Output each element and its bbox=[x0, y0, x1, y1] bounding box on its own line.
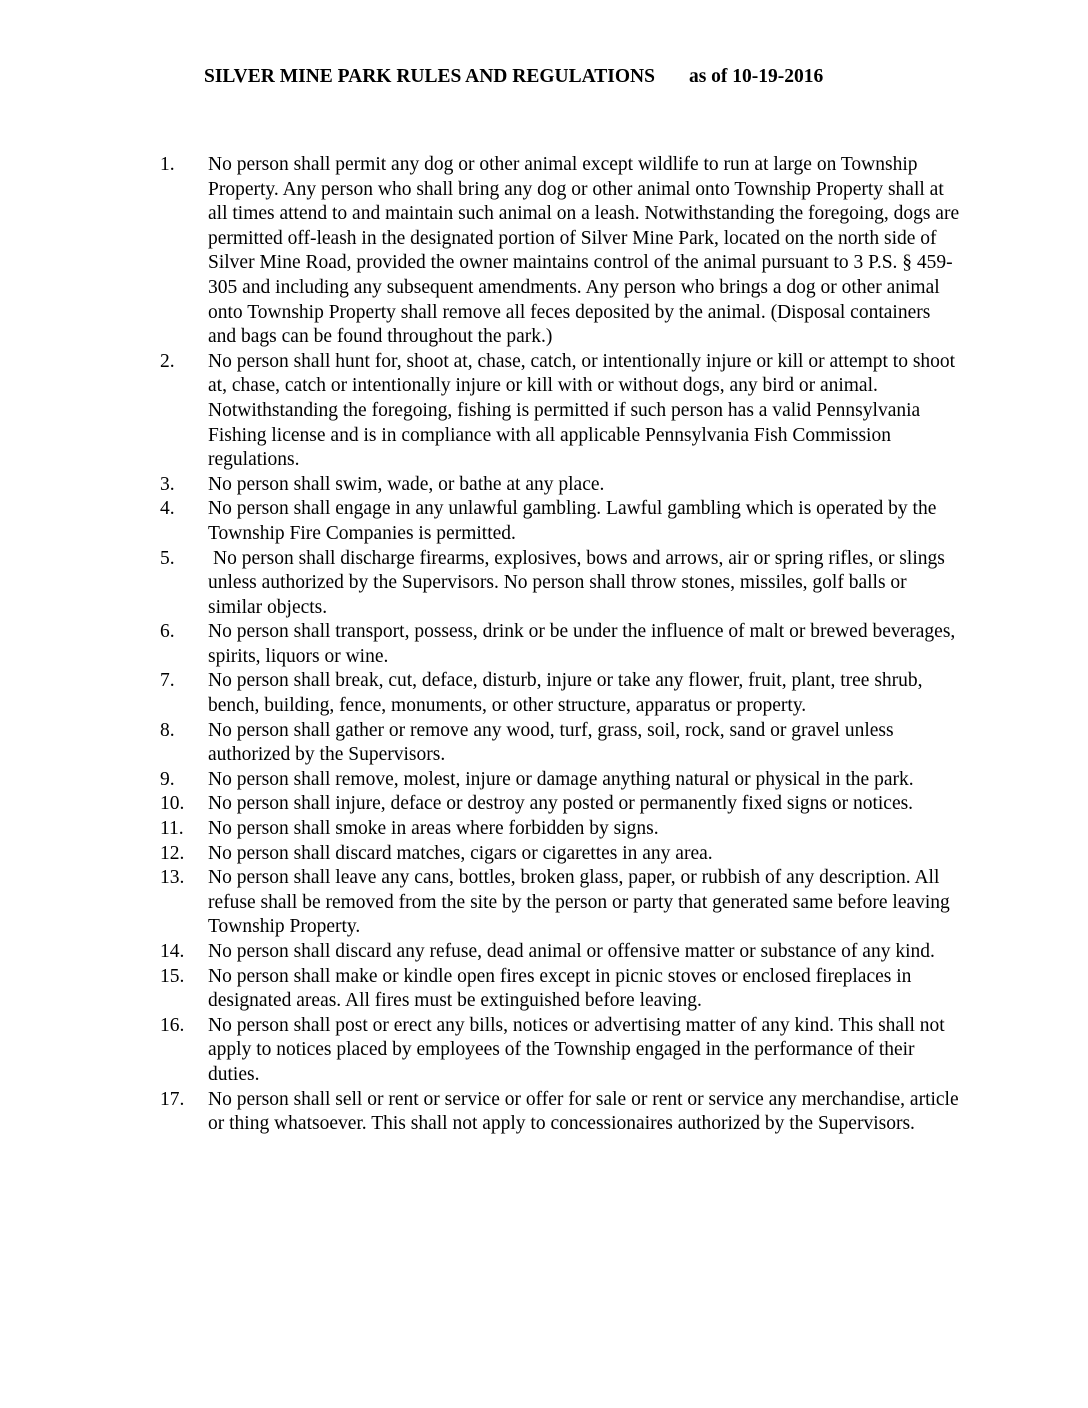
rule-number: 9. bbox=[160, 768, 175, 790]
rule-number: 11. bbox=[160, 818, 184, 840]
rule-number: 3. bbox=[160, 473, 175, 495]
rule-item bbox=[0, 768, 960, 793]
rule-item bbox=[0, 1014, 960, 1088]
rule-text: No person shall discard matches, cigars or cigarettes in any area. bbox=[208, 842, 713, 864]
rule-item bbox=[0, 497, 960, 546]
rule-item bbox=[0, 350, 960, 473]
rule-text: No person shall discard any refuse, dead animal or offensive matter or substance of any kind. bbox=[208, 941, 935, 962]
rule-item bbox=[0, 669, 960, 718]
page-title bbox=[204, 66, 924, 88]
rule-number: 15. bbox=[160, 965, 185, 987]
rule-text: No person shall permit any dog or other animal except wildlife to run at large on Township Property. Any person who shall bring any dog or other animal onto Township Property shall at all times attend to and maintain such animal on a leash. Notwithstanding the foregoing, dogs are permitted off-leash in the designated portion of Silver Mine Park, located on the north side of Silver Mine Road, provided the owner maintains control of the animal pursuant to 3 P.S. § 459-305 and including any subsequent amendments. Any person who brings a dog or other animal onto Township Property shall remove all feces deposited by the animal. (Disposal containers and bags can be found throughout the park.) bbox=[208, 154, 960, 348]
rule-item bbox=[0, 866, 960, 940]
rule-number: 2. bbox=[160, 350, 175, 372]
rule-text: No person shall transport, possess, drink or be under the influence of malt or brewed beverages, spirits, liquors or wine. bbox=[208, 621, 956, 667]
rule-item bbox=[0, 842, 960, 867]
revision-date: as of 10-19-2016 bbox=[688, 66, 824, 87]
rule-text: No person shall hunt for, shoot at, chase, catch, or intentionally injure or kill or attempt to shoot at, chase, catch or intentionally injure or kill with or without dogs, any bird or animal. Notwithstanding the foregoing, fishing is permitted if such person has a valid Pennsylvania Fishing license and is in compliance with all applicable Pennsylvania Fish Commission regulations. bbox=[208, 350, 956, 471]
rule-number: 13. bbox=[160, 867, 185, 889]
rule-text: No person shall make or kindle open fires except in picnic stoves or enclosed fireplaces in designated areas. All fires must be extinguished before leaving. bbox=[208, 965, 912, 1012]
rule-number: 12. bbox=[160, 842, 185, 864]
rule-text: No person shall smoke in areas where forbidden by signs. bbox=[208, 818, 659, 840]
rule-number: 7. bbox=[160, 670, 175, 692]
rule-text: No person shall injure, deface or destroy any posted or permanently fixed signs or notices. bbox=[208, 793, 914, 815]
rule-item bbox=[0, 473, 960, 498]
rule-text: No person shall remove, molest, injure or damage anything natural or physical in the park. bbox=[208, 768, 914, 790]
rule-item bbox=[0, 547, 960, 621]
rule-number: 17. bbox=[160, 1088, 185, 1110]
rule-item bbox=[0, 940, 960, 965]
rule-number: 8. bbox=[160, 719, 175, 741]
rule-text: No person shall discharge firearms, explosives, bows and arrows, air or spring rifles, or slings unless authorized by the Supervisors. No person shall throw stones, missiles, golf balls or similar objects. bbox=[208, 547, 945, 618]
rule-item bbox=[0, 153, 960, 350]
rule-item bbox=[0, 792, 960, 817]
rule-number: 4. bbox=[160, 498, 175, 520]
rules-list bbox=[0, 153, 1088, 1137]
rule-text: No person shall sell or rent or service or offer for sale or rent or service any merchandise, article or thing whatsoever. This shall not apply to concessionaires authorized by the Supervisors. bbox=[208, 1088, 959, 1135]
rule-number: 5. bbox=[160, 547, 175, 569]
rule-item bbox=[0, 620, 960, 669]
rule-number: 14. bbox=[160, 941, 185, 962]
rule-number: 1. bbox=[160, 154, 175, 175]
rule-number: 16. bbox=[160, 1014, 185, 1036]
rule-item bbox=[0, 965, 960, 1014]
rule-text: No person shall gather or remove any wood, turf, grass, soil, rock, sand or gravel unless authorized by the Supervisors. bbox=[208, 719, 894, 766]
rule-text: No person shall leave any cans, bottles, broken glass, paper, or rubbish of any description. All refuse shall be removed from the site by the person or party that generated same before leaving Township Property. bbox=[208, 867, 950, 938]
rule-item bbox=[0, 719, 960, 768]
rule-text: No person shall engage in any unlawful gambling. Lawful gambling which is operated by the Township Fire Companies is permitted. bbox=[208, 498, 937, 544]
rule-number: 10. bbox=[160, 793, 185, 815]
rule-item bbox=[0, 817, 960, 842]
rule-text: No person shall break, cut, deface, disturb, injure or take any flower, fruit, plant, tree shrub, bench, building, fence, monuments, or other structure, apparatus or property. bbox=[208, 670, 923, 717]
rule-number: 6. bbox=[160, 621, 175, 643]
rule-item bbox=[0, 1088, 960, 1137]
rule-text: No person shall swim, wade, or bathe at any place. bbox=[208, 473, 605, 495]
title-text: SILVER MINE PARK RULES AND REGULATIONS bbox=[204, 66, 655, 87]
rule-text: No person shall post or erect any bills, notices or advertising matter of any kind. This shall not apply to notices placed by employees of the Township engaged in the performance of their duties. bbox=[208, 1014, 945, 1085]
